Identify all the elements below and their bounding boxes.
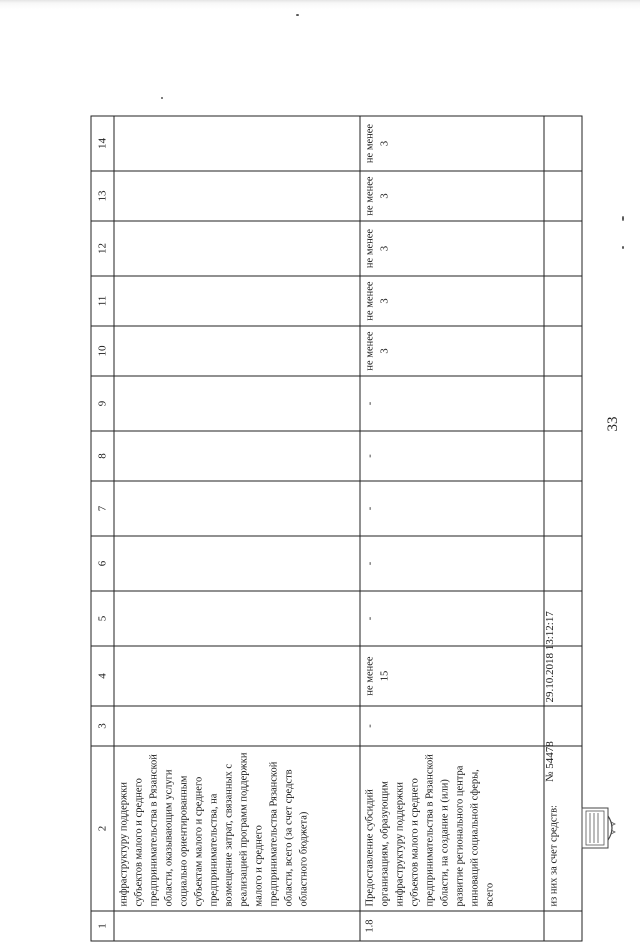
value-cell (114, 376, 360, 431)
program-table (91, 116, 583, 942)
rotated-table-block (91, 123, 581, 942)
column-number: 12 (91, 221, 114, 276)
scan-speck (296, 14, 299, 16)
value-cell (544, 116, 582, 171)
row-description-cell: инфраструктуру поддержки субъектов малого и среднего предпринимательства в Рязанской области, оказывающим услуги социально ориентированным субъектам малого и среднего предпринимательства, на возмещение затрат, связанных с реализацией программ поддержки малого и среднего предпринимательства Рязанской области, всего (за счет средств областного бюджета) (114, 746, 360, 911)
column-number: 7 (91, 481, 114, 536)
value-cell (114, 591, 360, 646)
value-cell (114, 536, 360, 591)
value-cell (114, 646, 360, 706)
column-number: 3 (91, 706, 114, 746)
value-cell: не менее 3 (360, 326, 544, 376)
value-cell (544, 221, 582, 276)
value-cell (544, 276, 582, 326)
scan-speck (622, 216, 624, 221)
value-cell (544, 376, 582, 431)
row-description-cell: Предоставление субсидий организациям, образующим инфраструктуру поддержки субъектов малого и среднего предпринимательства в Рязанской области, на создание и (или) развитие регионального центра инноваций социальной сферы, всего (360, 746, 544, 911)
scan-speck (622, 246, 624, 249)
value-cell (114, 276, 360, 326)
row-number-cell (544, 911, 582, 941)
column-number: 5 (91, 591, 114, 646)
value-cell: - (360, 591, 544, 646)
value-cell (114, 431, 360, 481)
value-cell (544, 326, 582, 376)
value-cell (114, 326, 360, 376)
value-cell (114, 481, 360, 536)
column-number: 13 (91, 171, 114, 221)
column-number-row (91, 116, 114, 941)
scan-speck (161, 97, 163, 99)
column-number: 8 (91, 431, 114, 481)
value-cell: - (360, 536, 544, 591)
registration-footer (540, 492, 560, 782)
column-number: 9 (91, 376, 114, 431)
value-cell: - (360, 431, 544, 481)
row-number-cell: 1.8 (360, 911, 544, 941)
column-number: 6 (91, 536, 114, 591)
page-number: 33 (605, 416, 621, 432)
value-cell (114, 706, 360, 746)
table-row (114, 116, 360, 941)
value-cell (544, 171, 582, 221)
row-description-cell: из них за счет средств: (544, 746, 582, 911)
table-row (360, 116, 544, 941)
document-number: № 54478 (544, 741, 556, 782)
value-cell: - (360, 706, 544, 746)
value-cell (114, 171, 360, 221)
column-number: 1 (91, 911, 114, 941)
value-cell: не менее 15 (360, 646, 544, 706)
value-cell: не менее 3 (360, 221, 544, 276)
column-number: 2 (91, 746, 114, 911)
value-cell (544, 431, 582, 481)
column-number: 11 (91, 276, 114, 326)
value-cell: - (360, 376, 544, 431)
value-cell (114, 116, 360, 171)
column-number: 14 (91, 116, 114, 171)
value-cell: не менее 3 (360, 276, 544, 326)
value-cell (114, 221, 360, 276)
value-cell: не менее 3 (360, 116, 544, 171)
scan-edge (0, 0, 640, 10)
value-cell: не менее 3 (360, 171, 544, 221)
column-number: 10 (91, 326, 114, 376)
value-cell: - (360, 481, 544, 536)
column-number: 4 (91, 646, 114, 706)
row-number-cell (114, 911, 360, 941)
government-emblem-icon (578, 800, 618, 856)
registration-timestamp: 29.10.2018 13:12:17 (544, 611, 556, 703)
